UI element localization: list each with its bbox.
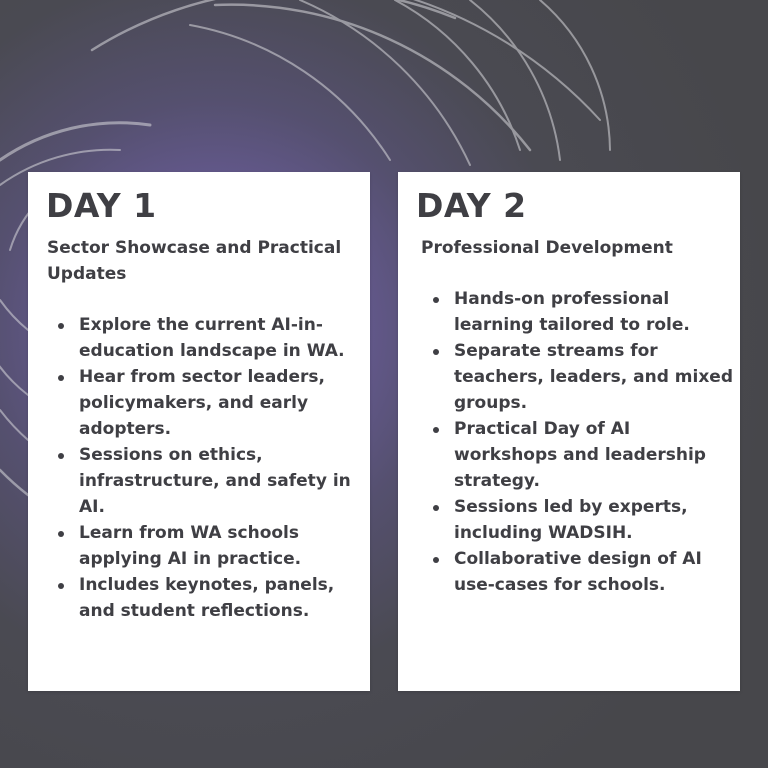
day2-card <box>398 172 740 691</box>
list-item-text: Learn from WA schools applying AI in practice. <box>79 523 302 569</box>
day1-bullet-list <box>54 312 364 624</box>
bullet-icon <box>58 453 64 459</box>
day2-title: DAY 2 <box>416 186 527 225</box>
bullet-icon <box>433 427 439 433</box>
list-item-text: Includes keynotes, panels, and student reflections. <box>79 575 335 621</box>
list-item <box>54 520 364 572</box>
list-item-text: Sessions on ethics, infrastructure, and safety in AI. <box>79 445 351 517</box>
bullet-icon <box>433 349 439 355</box>
day1-card <box>28 172 370 691</box>
list-item <box>54 364 364 442</box>
list-item-text: Collaborative design of AI use-cases for schools. <box>454 549 702 595</box>
day1-title: DAY 1 <box>46 186 157 225</box>
day1-subtitle: Sector Showcase and Practical Updates <box>47 238 342 284</box>
list-item-text: Practical Day of AI workshops and leadership strategy. <box>454 419 706 491</box>
bullet-icon <box>433 557 439 563</box>
bullet-icon <box>58 375 64 381</box>
bullet-icon <box>58 583 64 589</box>
list-item <box>429 494 734 546</box>
list-item <box>429 286 734 338</box>
bullet-icon <box>58 323 64 329</box>
list-item <box>429 338 734 416</box>
list-item-text: Hear from sector leaders, policymakers, and early adopters. <box>79 367 325 439</box>
day2-bullet-list <box>429 286 734 598</box>
bullet-icon <box>433 505 439 511</box>
list-item <box>429 546 734 598</box>
list-item <box>54 572 364 624</box>
list-item <box>54 442 364 520</box>
list-item-text: Hands-on professional learning tailored to role. <box>454 289 690 335</box>
bullet-icon <box>433 297 439 303</box>
bullet-icon <box>58 531 64 537</box>
list-item <box>429 416 734 494</box>
day2-subtitle: Professional Development <box>421 238 673 258</box>
list-item-text: Separate streams for teachers, leaders, and mixed groups. <box>454 341 733 413</box>
list-item-text: Sessions led by experts, including WADSIH. <box>454 497 688 543</box>
list-item <box>54 312 364 364</box>
list-item-text: Explore the current AI-in-education landscape in WA. <box>79 315 345 361</box>
